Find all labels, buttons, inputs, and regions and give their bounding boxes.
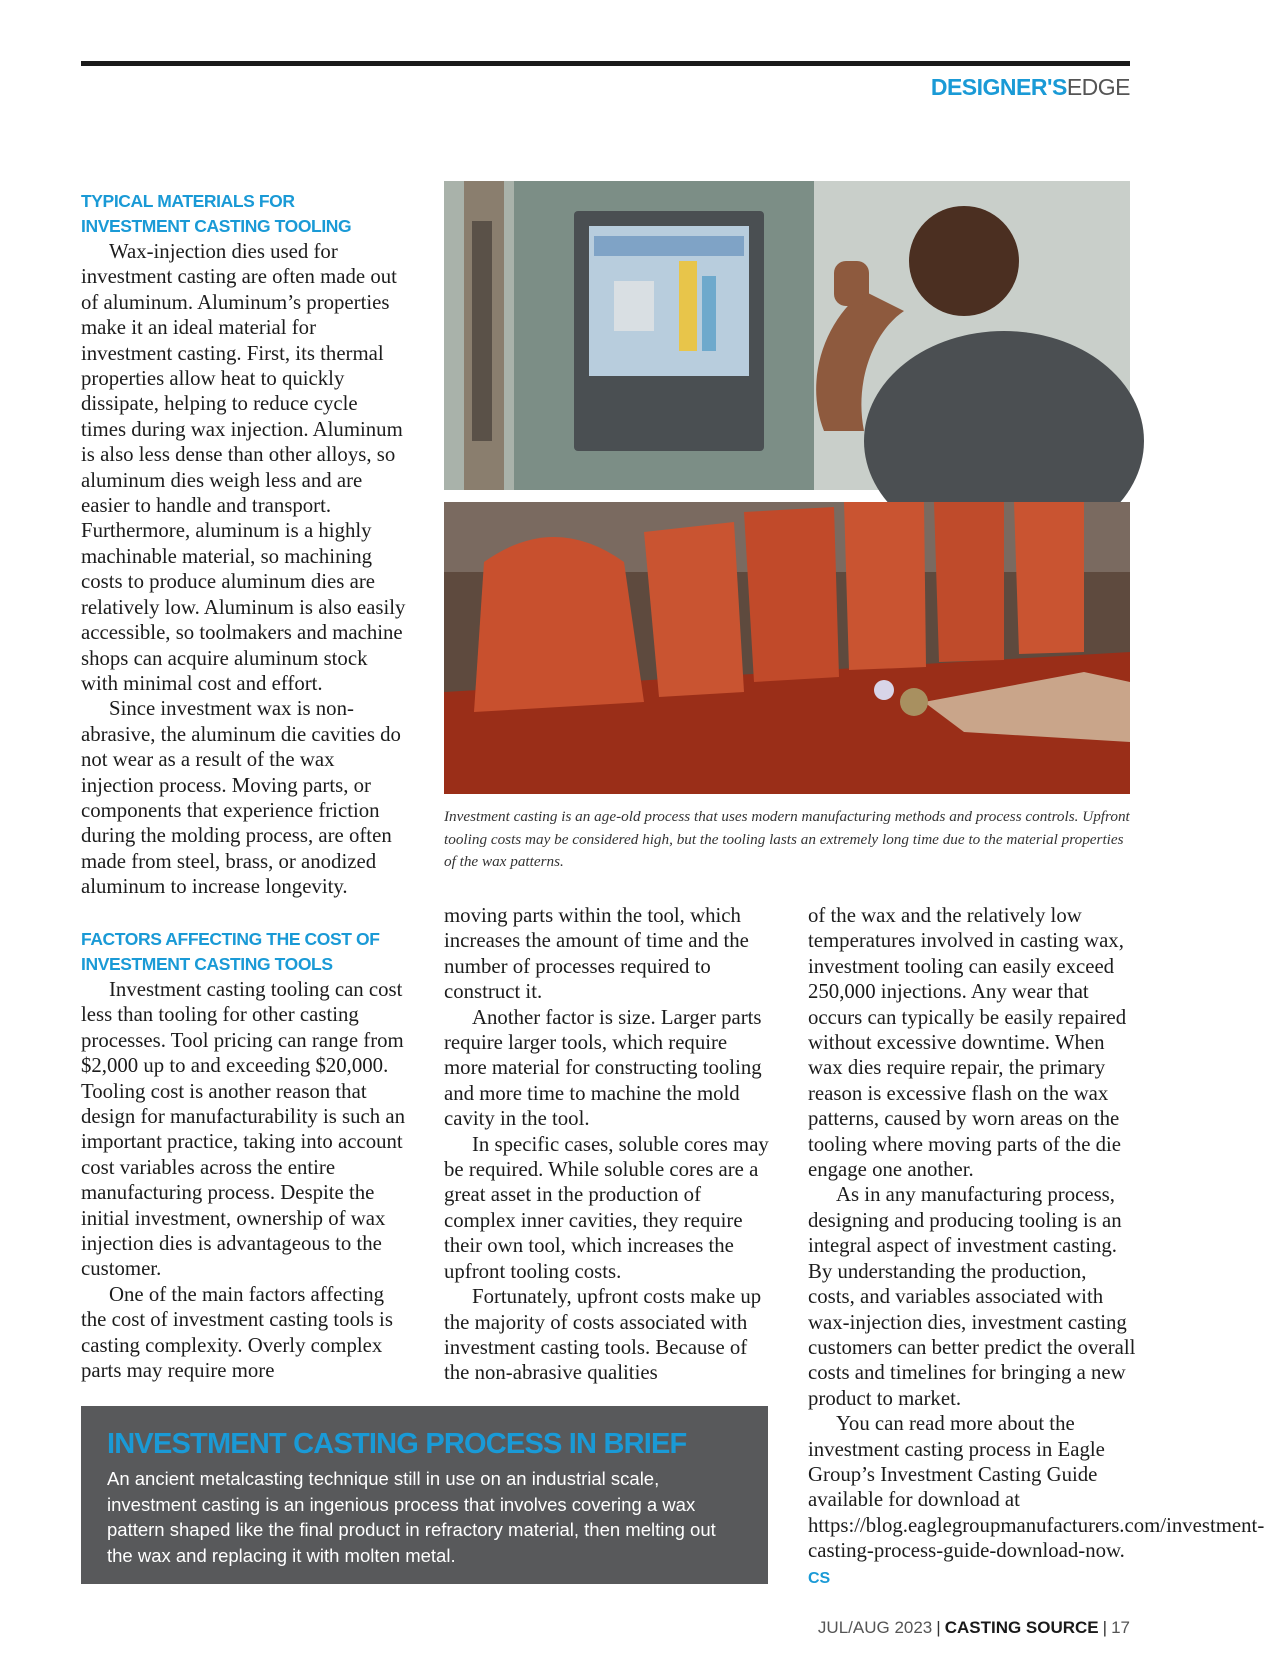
section-logo: [931, 74, 1130, 101]
paragraph: [808, 1411, 1264, 1591]
sidebar-body: An ancient metalcasting technique still in use on an industrial scale, investment casting is an ingenious process that involves covering a wax pattern shaped like the final product in refractory material, then melting out the wax and replacing it with molten metal.: [107, 1468, 716, 1566]
paragraph: In specific cases, soluble cores may be required. While soluble cores are a great asset in the production of complex inner cavities, they require their own tool, which increases the upfront tooling costs.: [444, 1132, 769, 1283]
photo-caption: Investment casting is an age-old process that uses modern manufacturing methods and process controls. Upfront tooling costs may be considered high, but the tooling lasts an extremely long time due to the material properties of the wax patterns.: [444, 808, 1130, 870]
column-2: [444, 903, 774, 1386]
column-1-upper: [81, 189, 406, 900]
photo-wax-patterns-illustration: [444, 502, 1130, 794]
sidebar-box: [81, 1406, 768, 1584]
section-heading-materials: TYPICAL MATERIALS FOR INVESTMENT CASTING TOOLING: [81, 191, 352, 236]
column-1-lower: [81, 927, 406, 1384]
paragraph: Wax-injection dies used for investment casting are often made out of aluminum. Aluminum’s properties make it an ideal material for investment casting. First, its thermal properties allow heat to quickly dissipate, helping to reduce cycle times during wax injection. Aluminum is also less dense than other alloys, so aluminum dies weigh less and are easier to handle and transport. Furthermore, aluminum is a highly machinable material, so machining costs to produce aluminum dies are relatively low. Aluminum is also easily accessible, so toolmakers and machine shops can acquire aluminum stock with minimal cost and effort.: [81, 240, 406, 695]
brand-light: EDGE: [1066, 74, 1130, 100]
paragraph: Investment casting tooling can cost less than tooling for other casting processes. Tool pricing can range from $2,000 up to and exceeding $20,000. Tooling cost is another reason that design for manufacturability is such an important practice, taking into account cost variables across the entire manufacturing process. Despite the initial investment, ownership of wax injection dies is advantageous to the customer.: [81, 978, 405, 1281]
paragraph: Fortunately, upfront costs make up the majority of costs associated with investment casting tools. Because of the non-abrasive qualities: [444, 1285, 762, 1385]
paragraph: One of the main factors affecting the cost of investment casting tools is casting complexity. Overly complex parts may require more: [81, 1282, 393, 1383]
paragraph: Another factor is size. Larger parts require larger tools, which require more material for constructing tooling and more time to machine the mold cavity in the tool.: [444, 1005, 762, 1131]
page-footer: JUL/AUG 2023 | CASTING SOURCE | 17: [817, 1618, 1130, 1637]
page-number: 17: [1111, 1618, 1130, 1637]
photo-wax-patterns: [444, 502, 1130, 794]
publication-name: CASTING SOURCE: [944, 1618, 1099, 1637]
paragraph: moving parts within the tool, which increases the amount of time and the number of processes required to construct it.: [444, 904, 749, 1004]
issue-date: JUL/AUG 2023: [817, 1618, 933, 1637]
photo-control-panel: [444, 181, 1130, 490]
closing-text: You can read more about the investment casting process in Eagle Group’s Investment Casting Guide available for download at https://blog.eaglegroupmanufacturers.com/investment-casting-process-guide-download-now.: [808, 1412, 1264, 1563]
photo-control-panel-illustration: [444, 181, 1130, 490]
top-rule: [81, 61, 1130, 66]
brand-bold: DESIGNER'S: [930, 74, 1067, 100]
column-3: [808, 903, 1264, 1591]
paragraph: Since investment wax is non-abrasive, the aluminum die cavities do not wear as a result of the wax injection process. Moving parts, or components that experience friction during the molding process, are often made from steel, brass, or anodized aluminum to increase longevity.: [81, 697, 401, 899]
paragraph: As in any manufacturing process, designing and producing tooling is an integral aspect of investment casting. By understanding the production, costs, and variables associated with wax-injection dies, investment casting customers can better predict the overall costs and timelines for bringing a new product to market.: [808, 1183, 1136, 1410]
sidebar-title: INVESTMENT CASTING PROCESS IN BRIEF: [107, 1428, 687, 1460]
paragraph: of the wax and the relatively low temperatures involved in casting wax, investment tooling can easily exceed 250,000 injections. Any wear that occurs can typically be easily repaired without excessive downtime. When wax dies require repair, the primary reason is excessive flash on the wax patterns, caused by worn areas on the tooling where moving parts of the die engage one another.: [808, 904, 1127, 1182]
section-heading-cost-factors: FACTORS AFFECTING THE COST OF INVESTMENT CASTING TOOLS: [81, 929, 380, 974]
end-mark: CS: [808, 1569, 831, 1587]
